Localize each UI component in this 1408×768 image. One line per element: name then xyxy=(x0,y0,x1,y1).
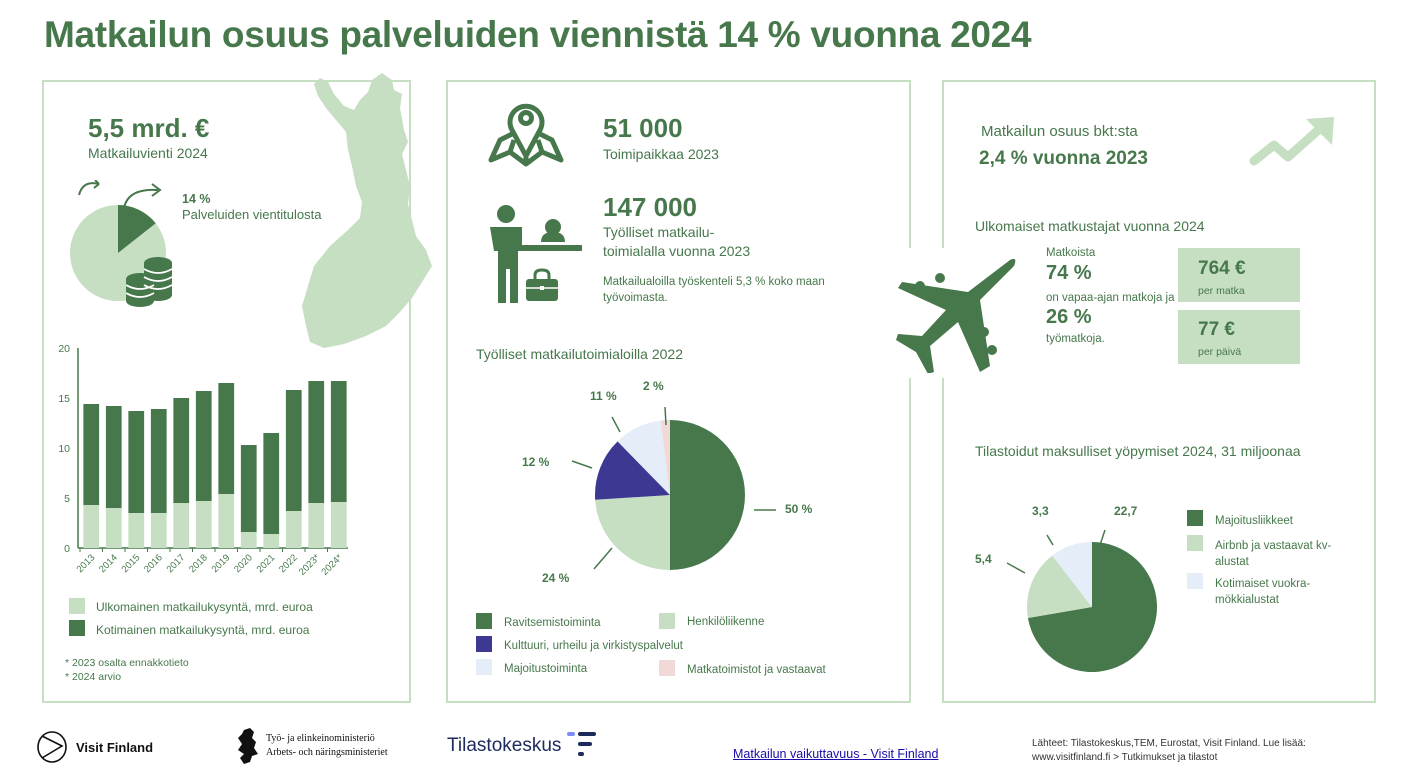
bar-segment xyxy=(263,534,279,548)
pie-label-12: 12 % xyxy=(522,455,550,469)
bar-segment xyxy=(128,513,144,548)
nights-pie-chart xyxy=(990,495,1180,695)
legend-swatch-ravitsemis xyxy=(476,613,492,629)
bar-segment xyxy=(151,513,167,548)
bar-segment xyxy=(83,505,99,548)
legend-swatch-foreign xyxy=(69,598,85,614)
bar-segment xyxy=(173,503,189,548)
y-tick-label: 5 xyxy=(64,493,70,505)
page-title: Matkailun osuus palveluiden viennistä 14 % vuonna 2024 xyxy=(44,14,1032,55)
tem-logo[interactable] xyxy=(236,728,388,764)
bar-segment xyxy=(196,501,212,548)
sources-text-1: Lähteet: Tilastokeskus,TEM, Eurostat, Visit Finland. Lue lisää: xyxy=(1032,738,1306,749)
tem-line-2: Arbets- och näringsministeriet xyxy=(266,747,388,758)
per-trip-value: 764 € xyxy=(1198,258,1246,279)
business-pct: 26 % xyxy=(1046,306,1092,328)
bar-segment xyxy=(263,433,279,534)
tilastokeskus-mark-icon xyxy=(567,732,597,760)
x-tick-label: 2023* xyxy=(297,552,323,578)
legend-swatch-majoitusliikkeet xyxy=(1187,510,1203,526)
lion-crest-icon xyxy=(236,728,260,764)
sources-text-2: www.visitfinland.fi > Tutkimukset ja tilastot xyxy=(1032,752,1218,763)
visit-finland-impact-link[interactable]: Matkailun vaikuttavuus - Visit Finland xyxy=(733,747,939,761)
coins-icon xyxy=(126,255,174,307)
pie-label-50: 50 % xyxy=(785,502,813,516)
employed-label-1: Työlliset matkailu- xyxy=(603,224,715,240)
bar-segment xyxy=(218,494,234,548)
locations-value: 51 000 xyxy=(603,113,683,143)
map-pin-icon xyxy=(488,100,564,170)
export-label: Matkailuvienti 2024 xyxy=(88,145,208,161)
bar-segment xyxy=(241,532,257,548)
bar-segment xyxy=(331,502,347,548)
bar-segment xyxy=(151,409,167,513)
locations-label: Toimipaikkaa 2023 xyxy=(603,146,719,162)
tilastokeskus-text: Tilastokeskus xyxy=(447,735,562,756)
note-2024: * 2024 arvio xyxy=(65,671,122,683)
legend-label-henkilo: Henkilöliikenne xyxy=(687,616,765,628)
visit-finland-text: Visit Finland xyxy=(76,739,154,755)
note-2023: * 2023 osalta ennakkotieto xyxy=(65,657,189,669)
bar-segment xyxy=(308,503,324,548)
nights-label-majoitus: 22,7 xyxy=(1114,504,1138,518)
nights-title: Tilastoidut maksulliset yöpymiset 2024, 31 miljoonaa xyxy=(975,443,1301,459)
legend-swatch-mokki xyxy=(1187,573,1203,589)
bar-segment xyxy=(241,445,257,532)
pie-label-2: 2 % xyxy=(643,379,664,393)
bar-segment xyxy=(218,383,234,494)
employment-pie-title: Työlliset matkailutoimialoilla 2022 xyxy=(476,346,683,362)
legend-label-airbnb-1: Airbnb ja vastaavat kv- xyxy=(1215,540,1332,552)
per-day-value: 77 € xyxy=(1198,319,1235,340)
y-tick-label: 20 xyxy=(58,343,70,355)
gdp-value: 2,4 % vuonna 2023 xyxy=(979,148,1148,169)
x-tick-label: 2017 xyxy=(164,552,188,576)
per-day-label: per päivä xyxy=(1198,346,1242,358)
employed-label-2: toimialalla vuonna 2023 xyxy=(603,243,751,259)
curved-arrow-icon xyxy=(120,182,170,212)
y-tick-label: 15 xyxy=(58,393,70,405)
x-tick-label: 2013 xyxy=(74,552,98,576)
x-tick-label: 2018 xyxy=(187,552,210,576)
bar-segment xyxy=(331,381,347,502)
legend-label-majoitus: Majoitustoiminta xyxy=(504,663,588,675)
legend-label-foreign: Ulkomainen matkailukysyntä, mrd. euroa xyxy=(96,600,313,614)
legend-label-majoitusliikkeet: Majoitusliikkeet xyxy=(1215,515,1293,527)
x-tick-label: 2020 xyxy=(232,552,255,576)
legend-swatch-domestic xyxy=(69,620,85,636)
share-label: Palveluiden vientitulosta xyxy=(182,207,322,222)
legend-swatch-airbnb xyxy=(1187,535,1203,551)
trend-up-arrow-icon xyxy=(1248,115,1338,170)
visit-finland-logo[interactable] xyxy=(36,730,153,764)
leisure-text: on vapaa-ajan matkoja ja xyxy=(1046,292,1175,304)
tilastokeskus-logo[interactable] xyxy=(447,732,597,760)
x-tick-label: 2015 xyxy=(119,552,143,576)
export-value: 5,5 mrd. € xyxy=(88,113,210,143)
visit-finland-logo-icon xyxy=(36,730,68,764)
bar-segment xyxy=(83,404,99,505)
bar-segment xyxy=(173,398,189,503)
employment-pie-chart xyxy=(520,380,840,590)
workforce-note-1: Matkailualoilla työskenteli 5,3 % koko maan xyxy=(603,276,825,288)
trips-intro: Matkoista xyxy=(1046,247,1096,259)
legend-label-matkatoimistot: Matkatoimistot ja vastaavat xyxy=(687,664,826,676)
x-tick-label: 2022 xyxy=(277,552,300,576)
per-trip-label: per matka xyxy=(1198,285,1245,297)
legend-label-domestic: Kotimainen matkailukysyntä, mrd. euroa xyxy=(96,623,310,637)
legend-label-kulttuuri: Kulttuuri, urheilu ja virkistyspalvelut xyxy=(504,640,683,652)
business-text: työmatkoja. xyxy=(1046,333,1105,345)
bar-segment xyxy=(286,511,302,548)
nights-label-airbnb: 5,4 xyxy=(975,552,992,566)
bar-segment xyxy=(106,508,122,548)
legend-label-ravitsemis: Ravitsemistoiminta xyxy=(504,617,601,629)
leisure-pct: 74 % xyxy=(1046,262,1092,284)
legend-swatch-henkilo xyxy=(659,613,675,629)
x-tick-label: 2021 xyxy=(254,552,278,576)
bar-segment xyxy=(196,391,212,501)
bar-segment xyxy=(106,406,122,508)
y-tick-label: 0 xyxy=(64,543,70,555)
airplane-icon xyxy=(888,248,1038,378)
legend-label-mokki-2: mökkialustat xyxy=(1215,594,1279,606)
tourism-demand-bar-chart xyxy=(50,340,370,590)
x-tick-label: 2014 xyxy=(97,552,120,576)
foreign-travellers-title: Ulkomaiset matkustajat vuonna 2024 xyxy=(975,218,1205,234)
legend-label-airbnb-2: alustat xyxy=(1215,556,1249,568)
legend-swatch-kulttuuri xyxy=(476,636,492,652)
employed-value: 147 000 xyxy=(603,192,697,222)
gdp-label: Matkailun osuus bkt:sta xyxy=(981,123,1138,140)
bar-segment xyxy=(128,411,144,513)
bar-segment xyxy=(308,381,324,503)
x-tick-label: 2024* xyxy=(319,552,345,578)
x-tick-label: 2019 xyxy=(209,552,233,576)
pie-label-11: 11 % xyxy=(590,389,617,403)
legend-swatch-majoitus xyxy=(476,659,492,675)
legend-label-mokki-1: Kotimaiset vuokra- xyxy=(1215,578,1311,590)
y-tick-label: 10 xyxy=(58,443,70,455)
reception-desk-icon xyxy=(486,205,584,305)
share-value: 14 % xyxy=(182,192,211,206)
bar-segment xyxy=(286,390,302,511)
tem-line-1: Työ- ja elinkeinoministeriö xyxy=(266,733,375,744)
workforce-note-2: työvoimasta. xyxy=(603,292,668,304)
nights-label-mokki: 3,3 xyxy=(1032,504,1049,518)
x-tick-label: 2016 xyxy=(142,552,165,576)
pie-label-24: 24 % xyxy=(542,571,570,585)
legend-swatch-matkatoimistot xyxy=(659,660,675,676)
